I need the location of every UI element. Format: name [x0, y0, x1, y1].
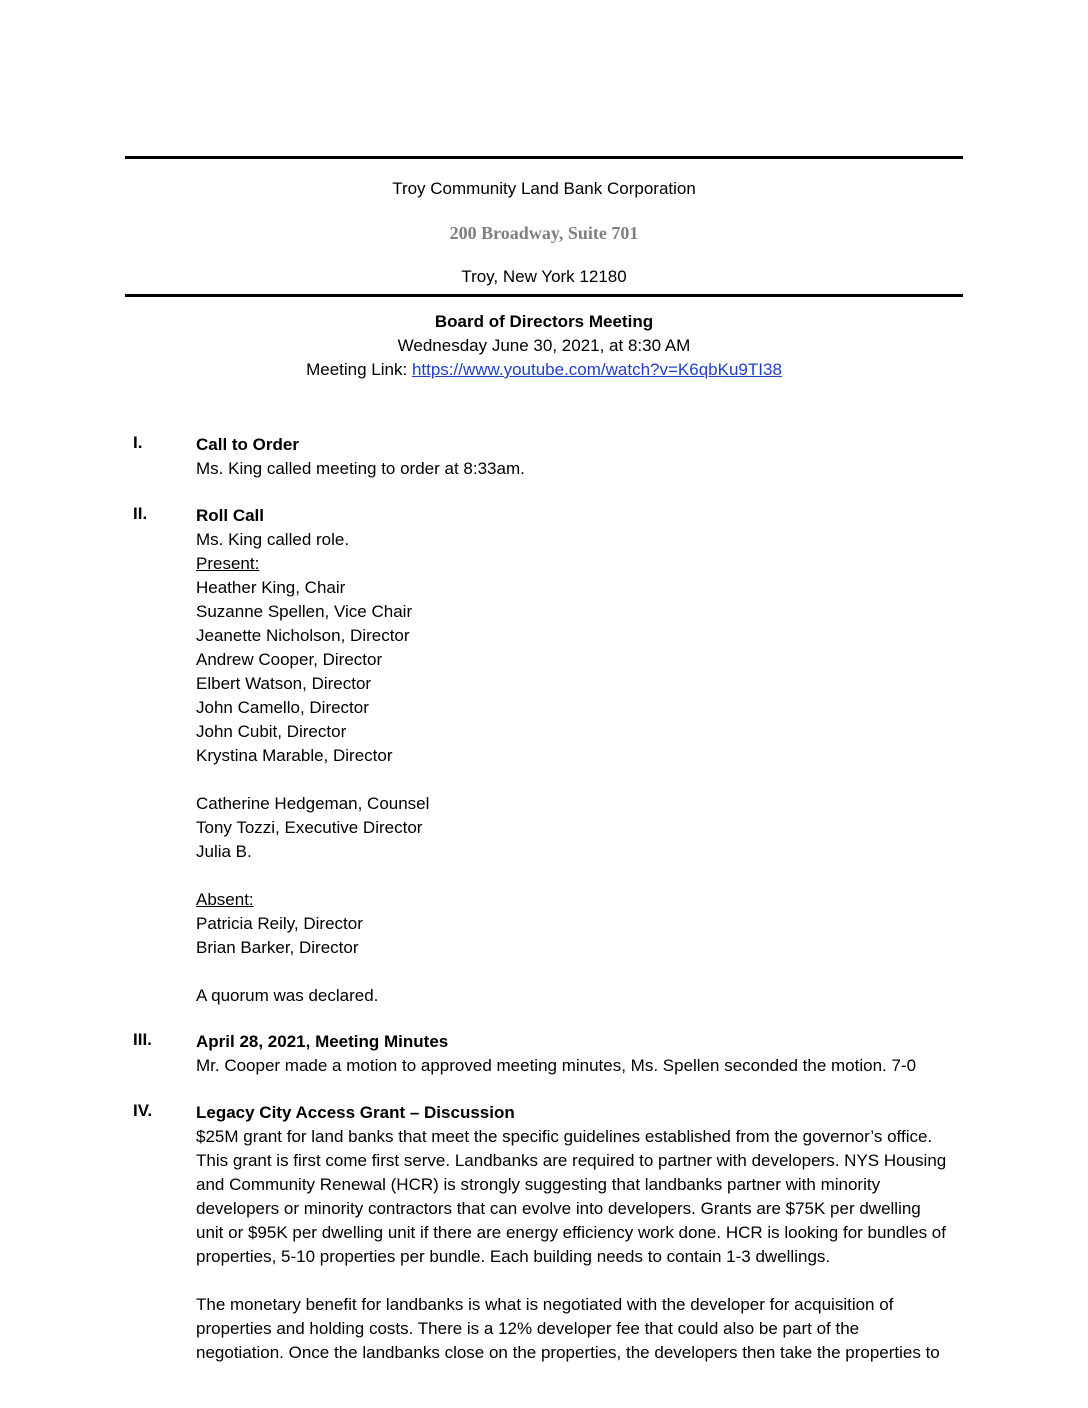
meeting-date: Wednesday June 30, 2021, at 8:30 AM: [397, 336, 691, 355]
absent-label: Absent:: [196, 890, 254, 909]
section-content: [196, 504, 996, 1008]
spacer: [196, 864, 996, 888]
section-text: Mr. Cooper made a motion to approved meeting minutes, Ms. Spellen seconded the motion. 7-0: [196, 1056, 917, 1075]
present-member: Elbert Watson, Director: [196, 674, 372, 693]
present-member: Suzanne Spellen, Vice Chair: [196, 602, 413, 621]
section-numeral: I.: [133, 433, 143, 452]
section-heading: Call to Order: [196, 435, 299, 454]
present-member: John Camello, Director: [196, 698, 369, 717]
meeting-link-line: [0, 360, 1088, 380]
meeting-link[interactable]: https://www.youtube.com/watch?v=K6qbKu9TI38: [411, 360, 782, 379]
section-content: [196, 1101, 996, 1365]
section-text: Ms. King called meeting to order at 8:33am.: [196, 459, 525, 478]
section-heading: Legacy City Access Grant – Discussion: [196, 1103, 515, 1122]
staff-member: Julia B.: [196, 842, 252, 861]
present-label: Present:: [196, 554, 260, 573]
present-member: John Cubit, Director: [196, 722, 347, 741]
paragraph-line: properties, 5-10 properties per bundle. Each building needs to contain 1-3 dwellings.: [196, 1247, 831, 1266]
paragraph-line: $25M grant for land banks that meet the specific guidelines established from the governor’s office.: [196, 1127, 933, 1146]
spacer: [196, 768, 996, 792]
paragraph-line: This grant is first come first serve. Landbanks are required to partner with developers. NYS Housing: [196, 1151, 947, 1170]
section-numeral: II.: [133, 504, 148, 523]
spacer: [196, 1269, 996, 1293]
roll-call-intro: Ms. King called role.: [196, 530, 350, 549]
section-heading: Roll Call: [196, 506, 265, 525]
absent-member: Brian Barker, Director: [196, 938, 359, 957]
section-numeral: IV.: [133, 1101, 153, 1120]
organization-address: 200 Broadway, Suite 701: [449, 223, 639, 243]
section-content: [196, 433, 996, 481]
paragraph-line: properties and holding costs. There is a 12% developer fee that could also be part of the: [196, 1319, 860, 1338]
present-member: Heather King, Chair: [196, 578, 346, 597]
present-member: Jeanette Nicholson, Director: [196, 626, 410, 645]
organization-city: Troy, New York 12180: [461, 267, 627, 286]
staff-member: Tony Tozzi, Executive Director: [196, 818, 423, 837]
paragraph-line: negotiation. Once the landbanks close on the properties, the developers then take the properties to: [196, 1343, 940, 1362]
header-bottom-rule: [125, 294, 963, 297]
organization-name: Troy Community Land Bank Corporation: [392, 179, 696, 198]
paragraph-line: and Community Renewal (HCR) is strongly suggesting that landbanks partner with minority: [196, 1175, 881, 1194]
absent-member: Patricia Reily, Director: [196, 914, 363, 933]
section-numeral: III.: [133, 1030, 152, 1049]
quorum-statement: A quorum was declared.: [196, 986, 379, 1005]
paragraph-line: developers or minority contractors that can evolve into developers. Grants are $75K per dwelling: [196, 1199, 921, 1218]
section-heading: April 28, 2021, Meeting Minutes: [196, 1032, 449, 1051]
present-member: Krystina Marable, Director: [196, 746, 393, 765]
header-top-rule: [125, 156, 963, 159]
spacer: [196, 960, 996, 984]
section-content: [196, 1030, 996, 1078]
staff-member: Catherine Hedgeman, Counsel: [196, 794, 430, 813]
meeting-title: Board of Directors Meeting: [434, 312, 654, 331]
paragraph-line: unit or $95K per dwelling unit if there are energy efficiency work done. HCR is looking for bundles of: [196, 1223, 946, 1242]
paragraph-line: The monetary benefit for landbanks is what is negotiated with the developer for acquisition of: [196, 1295, 894, 1314]
meeting-link-label: Meeting Link:: [306, 360, 412, 379]
present-member: Andrew Cooper, Director: [196, 650, 383, 669]
